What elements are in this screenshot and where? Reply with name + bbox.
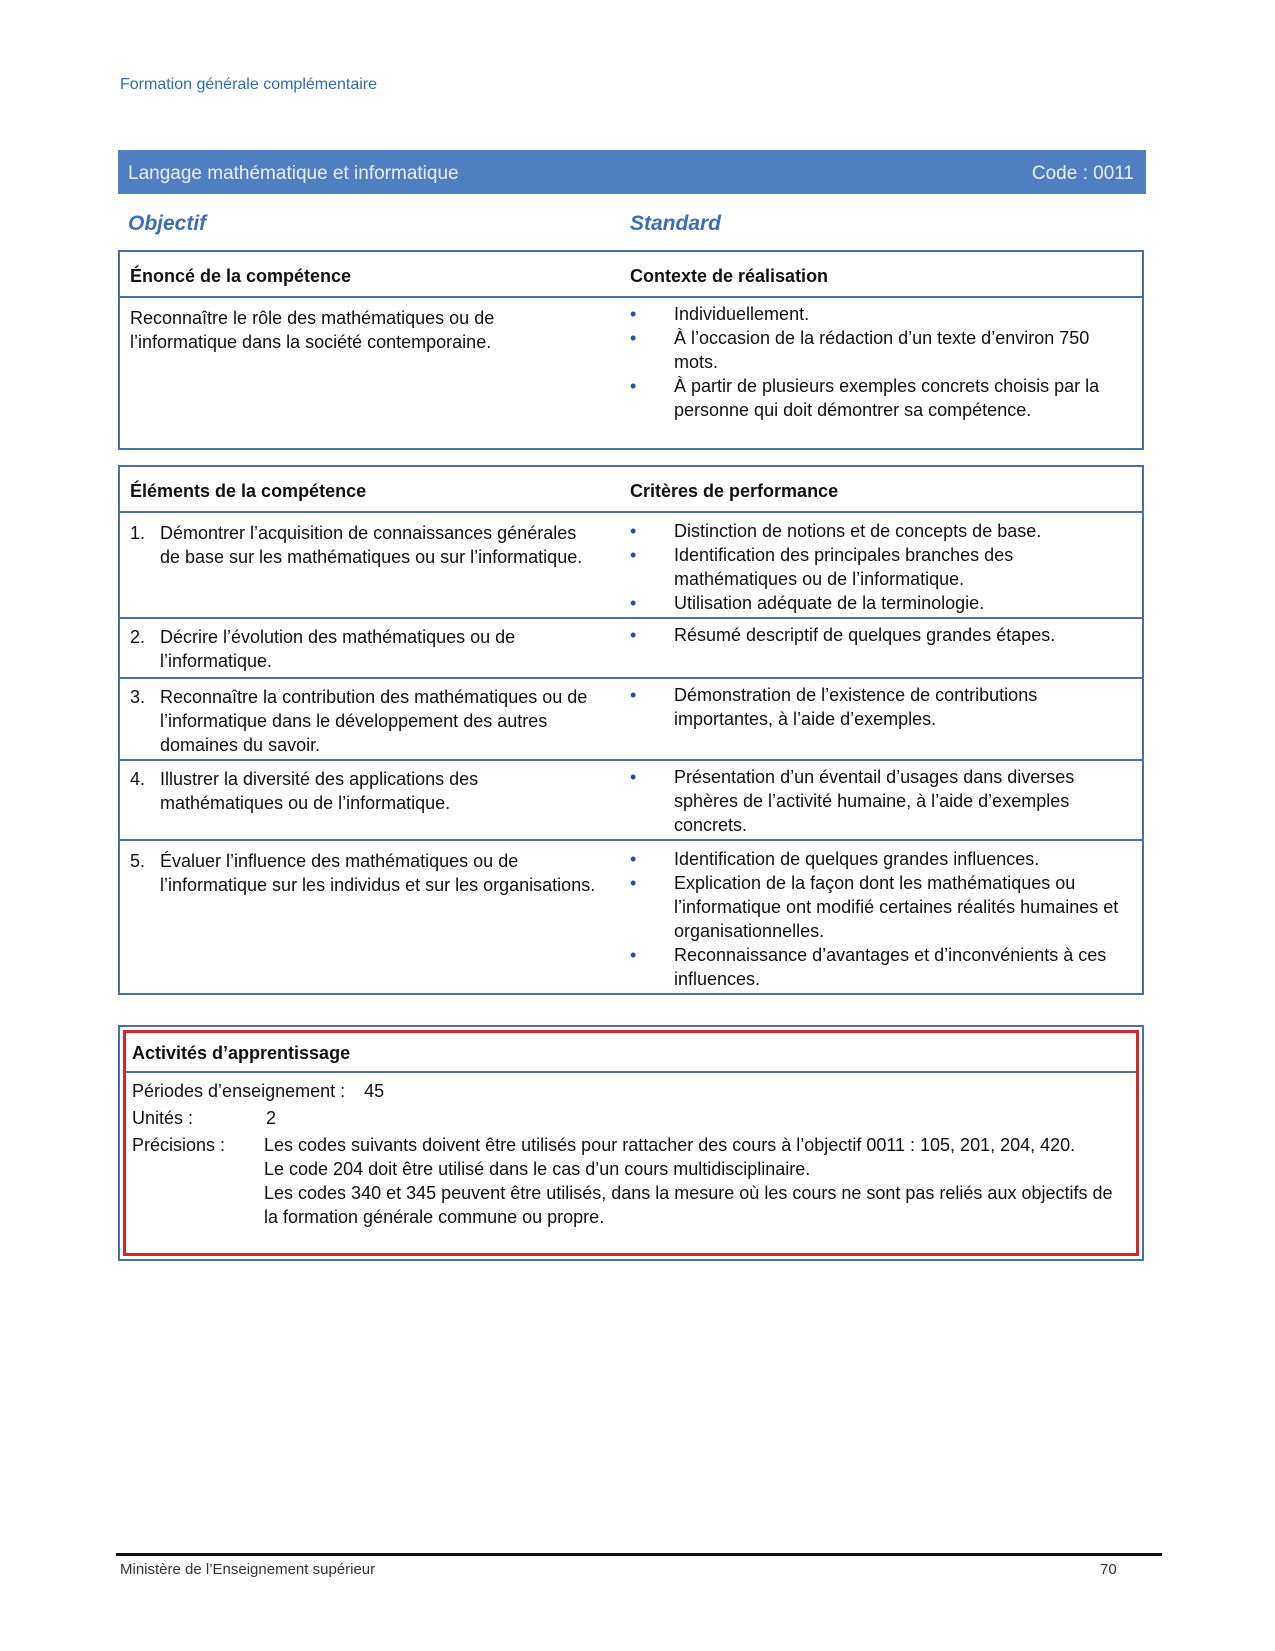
criteria-list — [630, 847, 1130, 991]
precision-item: Les codes suivants doivent être utilisés pour rattacher des cours à l’objectif 0011 : 105, 201, 204, 420. — [264, 1135, 1076, 1155]
element-text: Évaluer l’influence des mathématiques ou de l’informatique sur les individus et sur les organisations. — [160, 851, 596, 895]
table-row — [120, 511, 1142, 617]
criteria-list — [630, 519, 1130, 615]
list-item: • Présentation d’un éventail d’usages dans diverses sphères de l’activité humaine, à l’aide d’exemples concrets. — [630, 765, 1130, 837]
units-value: 2 — [266, 1108, 277, 1128]
element-number: 4. — [130, 769, 146, 789]
element-text: Illustrer la diversité des applications des mathématiques ou de l’informatique. — [160, 769, 479, 813]
standard-label: Standard — [630, 212, 722, 235]
element-text: Reconnaître la contribution des mathématiques ou de l’informatique dans le développement des autres domaines du savoir. — [160, 687, 588, 755]
activities-box — [118, 1025, 1144, 1261]
list-item: • Explication de la façon dont les mathématiques ou l’informatique ont modifié certaines réalités humaines et organisationnelles. — [630, 871, 1130, 943]
objectif-label: Objectif — [128, 212, 207, 235]
element-text: Décrire l’évolution des mathématiques ou de l’informatique. — [160, 627, 516, 671]
context-list — [630, 302, 1130, 422]
element-number: 2. — [130, 627, 146, 647]
competence-header-row — [120, 252, 1142, 296]
element-number: 3. — [130, 687, 146, 707]
competence-statement-header: Énoncé de la compétence — [130, 266, 352, 286]
element-number: 1. — [130, 523, 146, 543]
units-label: Unités : — [132, 1108, 194, 1128]
course-title: Langage mathématique et informatique — [128, 163, 459, 184]
course-title-bar — [118, 150, 1146, 194]
list-item: • Identification de quelques grandes influences. — [630, 847, 1130, 871]
precision-item: Les codes 340 et 345 peuvent être utilisés, dans la mesure où les cours ne sont pas reliés aux objectifs de la formation générale commune ou propre. — [264, 1183, 1113, 1227]
criteria-header: Critères de performance — [630, 481, 839, 501]
page-number: 70 — [1100, 1561, 1117, 1578]
elements-table — [118, 465, 1144, 995]
list-item: • Démonstration de l’existence de contributions importantes, à l’aide d’exemples. — [630, 683, 1130, 731]
footer-rule — [116, 1553, 1162, 1556]
table-row — [120, 677, 1142, 759]
competence-body-row — [120, 296, 1142, 448]
competence-statement: Reconnaître le rôle des mathématiques ou de l’informatique dans la société contemporaine. — [130, 308, 495, 352]
list-item: • Distinction de notions et de concepts de base. — [630, 519, 1130, 543]
footer-ministry: Ministère de l’Enseignement supérieur — [120, 1561, 376, 1578]
periods-value: 45 — [364, 1081, 385, 1101]
table-row — [120, 759, 1142, 839]
criteria-list — [630, 683, 1130, 731]
context-header: Contexte de réalisation — [630, 266, 829, 286]
elements-header: Éléments de la compétence — [130, 481, 367, 501]
table-row — [120, 839, 1142, 991]
precisions-label: Précisions : — [132, 1135, 226, 1155]
criteria-list — [630, 623, 1130, 647]
element-number: 5. — [130, 851, 146, 871]
running-header: Formation générale complémentaire — [120, 76, 378, 93]
precision-item: Le code 204 doit être utilisé dans le cas d’un cours multidisciplinaire. — [264, 1159, 811, 1179]
list-item: • Reconnaissance d’avantages et d’inconvénients à ces influences. — [630, 943, 1130, 991]
element-text: Démontrer l’acquisition de connaissances générales de base sur les mathématiques ou sur l’informatique. — [160, 523, 583, 567]
list-item: • Utilisation adéquate de la terminologie. — [630, 591, 1130, 615]
competence-table — [118, 250, 1144, 450]
elements-header-row — [120, 467, 1142, 511]
list-item: • Identification des principales branches des mathématiques ou de l’informatique. — [630, 543, 1130, 591]
criteria-list — [630, 765, 1130, 837]
periods-label: Périodes d’enseignement : — [132, 1081, 346, 1101]
list-item: • Individuellement. — [630, 302, 1130, 326]
course-code: Code : 0011 — [1031, 163, 1134, 184]
list-item: • À partir de plusieurs exemples concrets choisis par la personne qui doit démontrer sa compétence. — [630, 374, 1130, 422]
list-item: • À l’occasion de la rédaction d’un texte d’environ 750 mots. — [630, 326, 1130, 374]
table-row — [120, 617, 1142, 677]
activities-title: Activités d’apprentissage — [132, 1043, 351, 1063]
list-item: • Résumé descriptif de quelques grandes étapes. — [630, 623, 1130, 647]
